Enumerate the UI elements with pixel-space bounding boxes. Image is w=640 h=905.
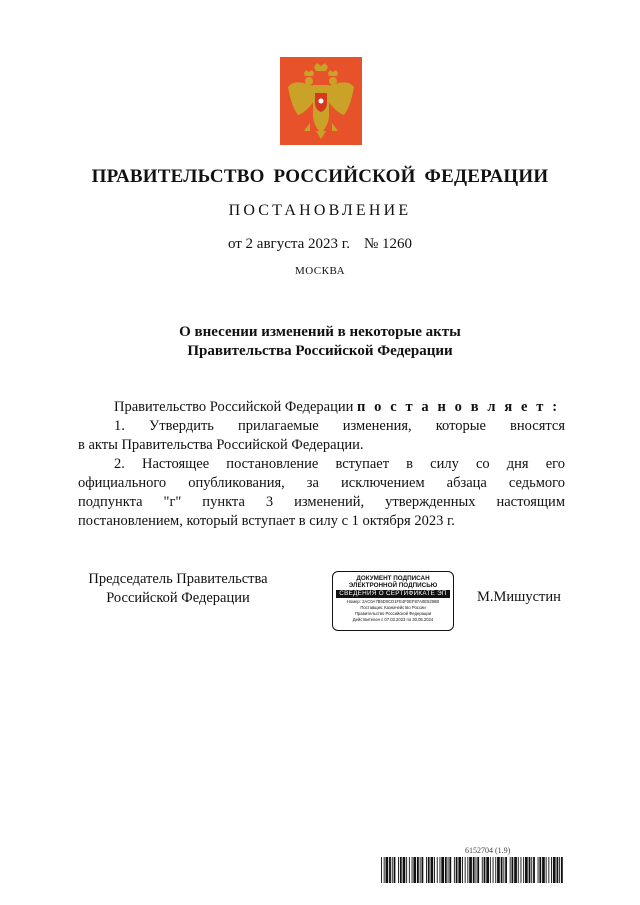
coat-of-arms-icon — [280, 57, 362, 145]
item-2-line-2: официального опубликования, за исключением абзаца седьмого — [78, 475, 565, 491]
stamp-serial: Номер: 2AC0A7B5D0CD1FE4F0EF87A0E5298B — [346, 599, 440, 604]
city-label: МОСКВА — [294, 265, 346, 277]
signer-name: М.Мишустин — [477, 589, 561, 605]
stamp-issuer: Поставщик: Казначейство России — [360, 605, 426, 610]
document-number: № 1260 — [363, 236, 413, 252]
intro-prefix: Правительство Российской Федерации — [114, 399, 357, 415]
stamp-owner: Правительство Российской Федерации — [354, 611, 432, 616]
document-body — [78, 398, 565, 531]
document-subject — [0, 323, 640, 361]
signer-title-line-2: Российской Федерации — [106, 590, 250, 606]
document-date: от 2 августа 2023 г. — [227, 236, 350, 252]
government-title: ПРАВИТЕЛЬСТВО РОССИЙСКОЙ ФЕДЕРАЦИИ — [91, 166, 549, 187]
subject-line-2: Правительства Российской Федерации — [187, 343, 453, 359]
item-2-line-1: 2. Настоящее постановление вступает в силу со дня его — [114, 456, 565, 472]
stamp-certificate-bar: СВЕДЕНИЯ О СЕРТИФИКАТЕ ЭП — [336, 590, 450, 598]
signer-title-line-1: Председатель Правительства — [88, 571, 268, 587]
intro-paragraph — [78, 398, 565, 417]
electronic-signature-stamp — [332, 571, 454, 631]
item-2-line-3: подпункта "г" пункта 3 изменений, утвержденных настоящим — [78, 494, 565, 510]
stamp-line-2: ЭЛЕКТРОННОЙ ПОДПИСЬЮ — [348, 582, 438, 589]
document-date-line — [0, 236, 640, 253]
stamp-line-1: ДОКУМЕНТ ПОДПИСАН — [356, 575, 430, 582]
barcode-number: 6152704 (1.9) — [465, 846, 511, 855]
barcode-icon — [381, 857, 563, 883]
signer-title — [78, 570, 278, 608]
subject-line-1: О внесении изменений в некоторые акты — [179, 324, 461, 340]
intro-verb: п о с т а н о в л я е т : — [356, 399, 560, 415]
item-1-line-2: в акты Правительства Российской Федерации. — [78, 437, 364, 453]
document-type: ПОСТАНОВЛЕНИЕ — [228, 202, 412, 219]
item-1-line-1: 1. Утвердить прилагаемые изменения, которые вносятся — [114, 418, 565, 434]
stamp-validity: Действителен с 07.03.2023 по 30.05.2024 — [352, 617, 434, 622]
item-2-line-4: постановлением, который вступает в силу с 1 октября 2023 г. — [78, 513, 455, 529]
